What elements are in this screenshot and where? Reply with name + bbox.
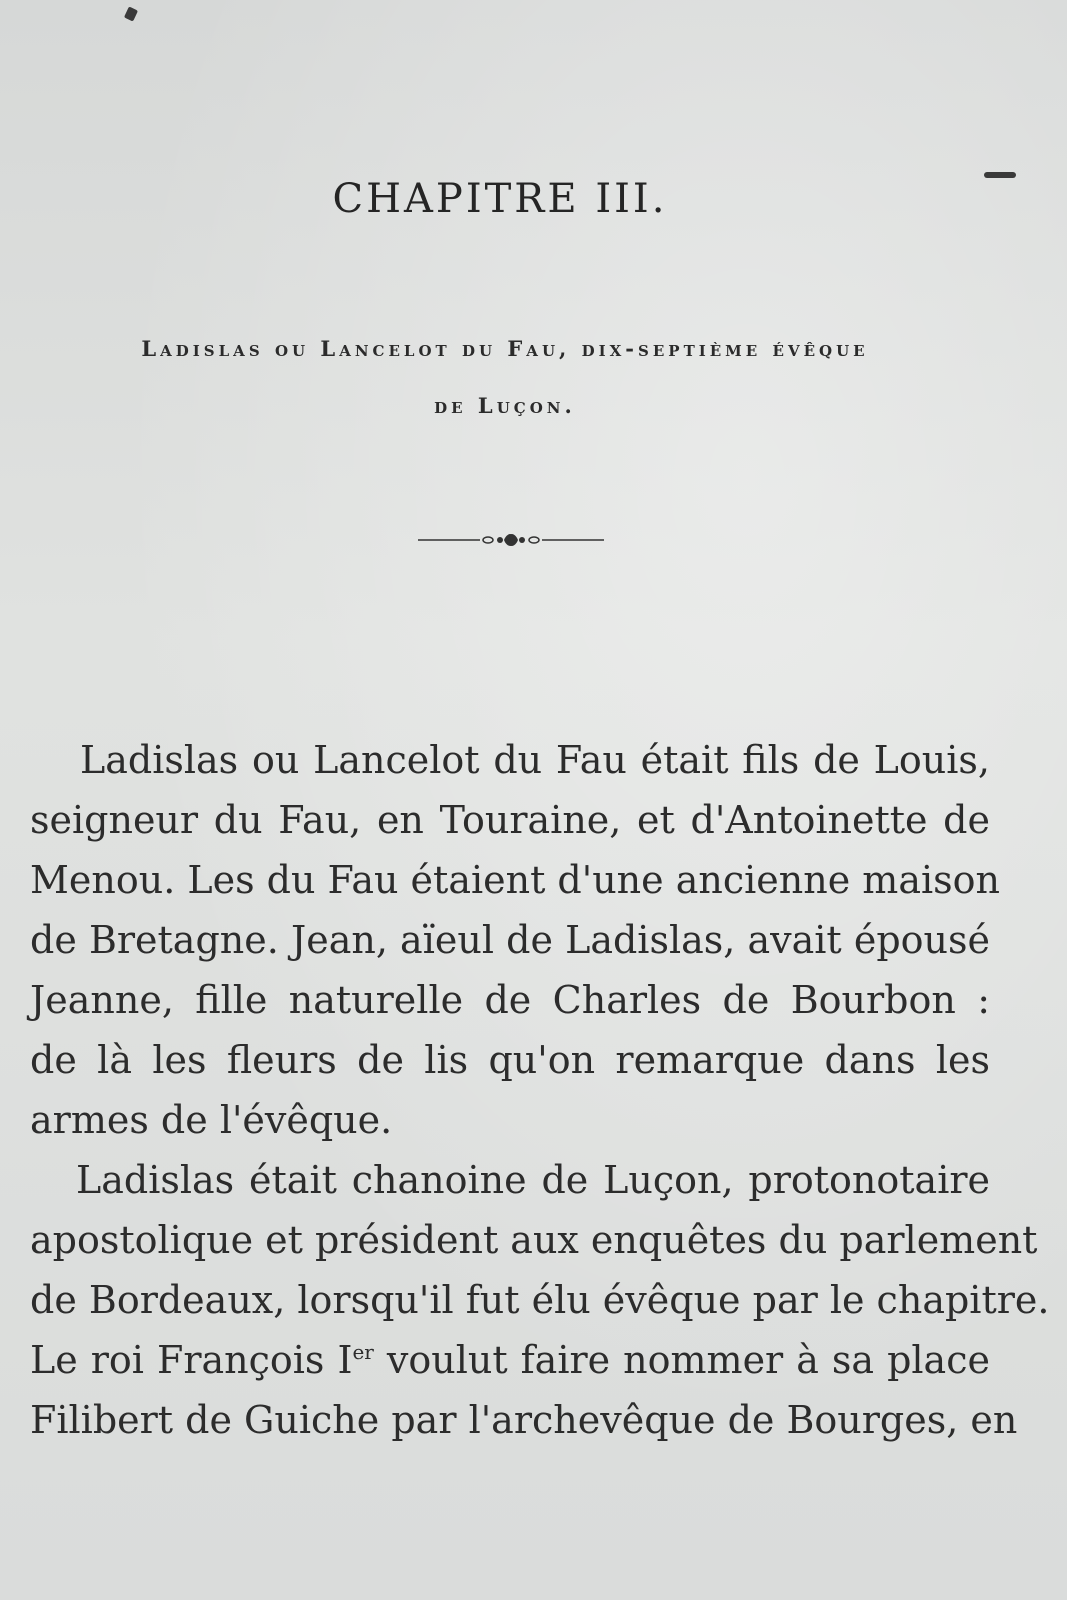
- text-line: armes de l'évêque.: [30, 1098, 393, 1142]
- paragraph-1: [30, 730, 1000, 1150]
- text-line: Menou. Les du Fau étaient d'une ancienne maison: [30, 858, 1000, 902]
- text-line: de Bordeaux, lorsqu'il fut élu évêque par le chapitre.: [30, 1278, 1050, 1322]
- chapter-subtitle-line-2: de Luçon.: [434, 393, 576, 418]
- text-line: Filibert de Guiche par l'archevêque de Bourges, en: [30, 1398, 1018, 1442]
- ornament-divider: [418, 528, 604, 552]
- text-line: Jeanne, fille naturelle de Charles de Bourbon :: [30, 978, 990, 1022]
- text-line: seigneur du Fau, en Touraine, et d'Antoinette de: [30, 798, 990, 842]
- chapter-title: CHAPITRE III.: [332, 176, 668, 222]
- chapter-subtitle-line-1: Ladislas ou Lancelot du Fau, dix-septième évêque: [141, 336, 869, 361]
- text-line: de Bretagne. Jean, aïeul de Ladislas, avait épousé: [30, 918, 990, 962]
- text-fragment: Le roi François I: [30, 1338, 353, 1382]
- text-line: de là les fleurs de lis qu'on remarque dans les: [30, 1038, 990, 1082]
- text-line: [30, 1330, 990, 1390]
- text-line: apostolique et président aux enquêtes du parlement: [30, 1218, 1038, 1262]
- text-line: Ladislas était chanoine de Luçon, protonotaire: [76, 1158, 990, 1202]
- ink-speck: [124, 6, 138, 21]
- superscript: er: [352, 1340, 374, 1364]
- text-line: Ladislas ou Lancelot du Fau était fils de Louis,: [80, 738, 990, 782]
- paragraph-2: [30, 1150, 1050, 1450]
- text-fragment: voulut faire nommer à sa place: [373, 1338, 990, 1382]
